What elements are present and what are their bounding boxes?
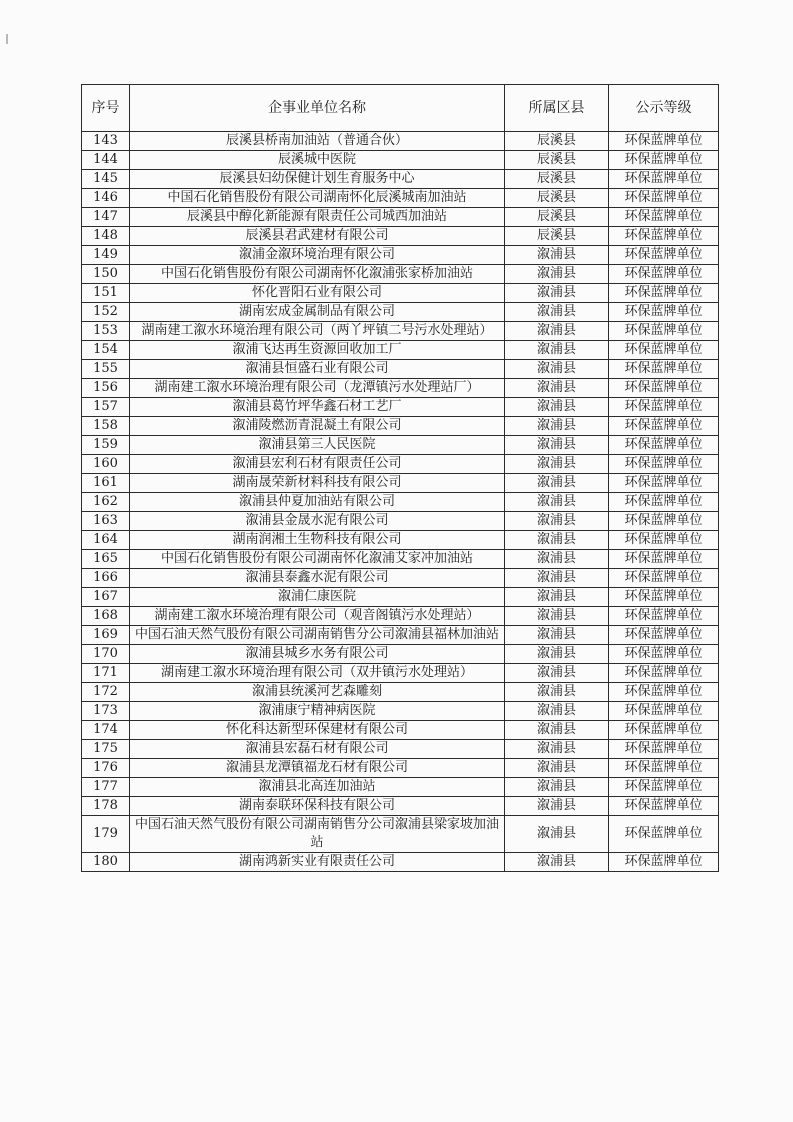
row-index: 163 xyxy=(82,512,130,531)
table-row xyxy=(82,588,719,607)
row-index: 178 xyxy=(82,797,130,816)
row-rating-level: 环保蓝牌单位 xyxy=(609,417,719,436)
table-row xyxy=(82,702,719,721)
table-row xyxy=(82,797,719,816)
row-rating-level: 环保蓝牌单位 xyxy=(609,550,719,569)
row-index: 160 xyxy=(82,455,130,474)
row-rating-level: 环保蓝牌单位 xyxy=(609,322,719,341)
row-enterprise-name: 辰溪县妇幼保健计划生育服务中心 xyxy=(130,170,505,189)
row-enterprise-name: 中国石化销售股份有限公司湖南怀化辰溪城南加油站 xyxy=(130,189,505,208)
row-county: 溆浦县 xyxy=(505,778,609,797)
table-row xyxy=(82,778,719,797)
row-enterprise-name: 辰溪城中医院 xyxy=(130,151,505,170)
row-rating-level: 环保蓝牌单位 xyxy=(609,853,719,872)
row-county: 溆浦县 xyxy=(505,436,609,455)
table-row xyxy=(82,626,719,645)
table-row xyxy=(82,721,719,740)
row-county: 溆浦县 xyxy=(505,588,609,607)
row-enterprise-name: 溆浦仁康医院 xyxy=(130,588,505,607)
row-index: 170 xyxy=(82,645,130,664)
row-rating-level: 环保蓝牌单位 xyxy=(609,132,719,151)
row-enterprise-name: 湖南泰联环保科技有限公司 xyxy=(130,797,505,816)
row-county: 溆浦县 xyxy=(505,721,609,740)
row-rating-level: 环保蓝牌单位 xyxy=(609,303,719,322)
row-index: 164 xyxy=(82,531,130,550)
row-county: 溆浦县 xyxy=(505,702,609,721)
table-row xyxy=(82,208,719,227)
row-index: 150 xyxy=(82,265,130,284)
row-rating-level: 环保蓝牌单位 xyxy=(609,664,719,683)
table-row xyxy=(82,322,719,341)
row-rating-level: 环保蓝牌单位 xyxy=(609,569,719,588)
table-row xyxy=(82,246,719,265)
row-county: 辰溪县 xyxy=(505,189,609,208)
header-rating-level: 公示等级 xyxy=(609,85,719,132)
row-enterprise-name: 溆浦县城乡水务有限公司 xyxy=(130,645,505,664)
row-county: 溆浦县 xyxy=(505,740,609,759)
table-row xyxy=(82,740,719,759)
table-row xyxy=(82,417,719,436)
row-rating-level: 环保蓝牌单位 xyxy=(609,341,719,360)
row-county: 溆浦县 xyxy=(505,797,609,816)
row-index: 155 xyxy=(82,360,130,379)
row-rating-level: 环保蓝牌单位 xyxy=(609,436,719,455)
row-county: 溆浦县 xyxy=(505,455,609,474)
row-rating-level: 环保蓝牌单位 xyxy=(609,474,719,493)
row-rating-level: 环保蓝牌单位 xyxy=(609,740,719,759)
row-rating-level: 环保蓝牌单位 xyxy=(609,588,719,607)
row-county: 溆浦县 xyxy=(505,816,609,853)
table-header-row xyxy=(82,85,719,132)
header-enterprise-name: 企事业单位名称 xyxy=(130,85,505,132)
table-row xyxy=(82,493,719,512)
row-county: 溆浦县 xyxy=(505,493,609,512)
row-enterprise-name: 湖南建工溆水环境治理有限公司（两丫坪镇二号污水处理站） xyxy=(130,322,505,341)
row-rating-level: 环保蓝牌单位 xyxy=(609,702,719,721)
row-rating-level: 环保蓝牌单位 xyxy=(609,797,719,816)
row-county: 溆浦县 xyxy=(505,512,609,531)
row-index: 177 xyxy=(82,778,130,797)
row-index: 165 xyxy=(82,550,130,569)
row-index: 161 xyxy=(82,474,130,493)
row-county: 溆浦县 xyxy=(505,683,609,702)
row-index: 148 xyxy=(82,227,130,246)
row-enterprise-name: 湖南宏成金属制品有限公司 xyxy=(130,303,505,322)
row-rating-level: 环保蓝牌单位 xyxy=(609,493,719,512)
row-rating-level: 环保蓝牌单位 xyxy=(609,398,719,417)
row-rating-level: 环保蓝牌单位 xyxy=(609,189,719,208)
row-enterprise-name: 湖南建工溆水环境治理有限公司（双井镇污水处理站） xyxy=(130,664,505,683)
row-county: 辰溪县 xyxy=(505,151,609,170)
row-enterprise-name: 溆浦县第三人民医院 xyxy=(130,436,505,455)
row-index: 166 xyxy=(82,569,130,588)
row-county: 辰溪县 xyxy=(505,208,609,227)
row-county: 溆浦县 xyxy=(505,341,609,360)
table-row xyxy=(82,341,719,360)
row-index: 176 xyxy=(82,759,130,778)
row-index: 157 xyxy=(82,398,130,417)
row-enterprise-name: 怀化晋阳石业有限公司 xyxy=(130,284,505,303)
table-row xyxy=(82,759,719,778)
row-rating-level: 环保蓝牌单位 xyxy=(609,531,719,550)
row-index: 144 xyxy=(82,151,130,170)
row-rating-level: 环保蓝牌单位 xyxy=(609,816,719,853)
row-index: 145 xyxy=(82,170,130,189)
row-enterprise-name: 溆浦县金晟水泥有限公司 xyxy=(130,512,505,531)
table-row xyxy=(82,398,719,417)
row-index: 153 xyxy=(82,322,130,341)
row-rating-level: 环保蓝牌单位 xyxy=(609,759,719,778)
table-row xyxy=(82,284,719,303)
row-county: 溆浦县 xyxy=(505,360,609,379)
row-enterprise-name: 溆浦县宏磊石材有限公司 xyxy=(130,740,505,759)
table-row xyxy=(82,170,719,189)
row-enterprise-name: 溆浦县葛竹坪华鑫石材工艺厂 xyxy=(130,398,505,417)
row-rating-level: 环保蓝牌单位 xyxy=(609,778,719,797)
row-county: 溆浦县 xyxy=(505,626,609,645)
table-row xyxy=(82,550,719,569)
row-rating-level: 环保蓝牌单位 xyxy=(609,626,719,645)
row-enterprise-name: 溆浦县泰鑫水泥有限公司 xyxy=(130,569,505,588)
row-rating-level: 环保蓝牌单位 xyxy=(609,170,719,189)
row-county: 溆浦县 xyxy=(505,379,609,398)
row-county: 溆浦县 xyxy=(505,398,609,417)
row-index: 168 xyxy=(82,607,130,626)
scan-edge-mark xyxy=(6,34,8,44)
row-index: 179 xyxy=(82,816,130,853)
row-index: 162 xyxy=(82,493,130,512)
table-row xyxy=(82,607,719,626)
row-county: 溆浦县 xyxy=(505,284,609,303)
row-enterprise-name: 湖南晟荣新材料科技有限公司 xyxy=(130,474,505,493)
row-enterprise-name: 溆浦县宏利石材有限责任公司 xyxy=(130,455,505,474)
row-rating-level: 环保蓝牌单位 xyxy=(609,208,719,227)
row-county: 溆浦县 xyxy=(505,645,609,664)
table-row xyxy=(82,360,719,379)
table-row xyxy=(82,227,719,246)
enterprise-list-table xyxy=(81,84,719,872)
row-rating-level: 环保蓝牌单位 xyxy=(609,683,719,702)
row-enterprise-name: 中国石化销售股份有限公司湖南怀化溆浦张家桥加油站 xyxy=(130,265,505,284)
row-enterprise-name: 中国石油天然气股份有限公司湖南销售分公司溆浦县福林加油站 xyxy=(130,626,505,645)
row-county: 溆浦县 xyxy=(505,322,609,341)
row-county: 溆浦县 xyxy=(505,303,609,322)
row-index: 149 xyxy=(82,246,130,265)
row-rating-level: 环保蓝牌单位 xyxy=(609,379,719,398)
row-enterprise-name: 辰溪县君武建材有限公司 xyxy=(130,227,505,246)
row-index: 143 xyxy=(82,132,130,151)
table-row xyxy=(82,132,719,151)
row-index: 156 xyxy=(82,379,130,398)
row-county: 溆浦县 xyxy=(505,759,609,778)
table-row xyxy=(82,531,719,550)
row-enterprise-name: 中国石油天然气股份有限公司湖南销售分公司溆浦县梁家坡加油站 xyxy=(130,816,505,853)
row-county: 溆浦县 xyxy=(505,474,609,493)
row-enterprise-name: 怀化科达新型环保建材有限公司 xyxy=(130,721,505,740)
row-county: 辰溪县 xyxy=(505,132,609,151)
row-rating-level: 环保蓝牌单位 xyxy=(609,284,719,303)
row-index: 169 xyxy=(82,626,130,645)
row-index: 147 xyxy=(82,208,130,227)
row-enterprise-name: 湖南鸿新实业有限责任公司 xyxy=(130,853,505,872)
table-row xyxy=(82,853,719,872)
row-rating-level: 环保蓝牌单位 xyxy=(609,265,719,284)
row-index: 158 xyxy=(82,417,130,436)
row-enterprise-name: 湖南润湘土生物科技有限公司 xyxy=(130,531,505,550)
table-row xyxy=(82,265,719,284)
row-rating-level: 环保蓝牌单位 xyxy=(609,455,719,474)
table-row xyxy=(82,569,719,588)
header-county: 所属区县 xyxy=(505,85,609,132)
row-enterprise-name: 溆浦县统溪河艺森雕刻 xyxy=(130,683,505,702)
row-county: 辰溪县 xyxy=(505,227,609,246)
row-county: 溆浦县 xyxy=(505,607,609,626)
row-county: 溆浦县 xyxy=(505,265,609,284)
table-row xyxy=(82,436,719,455)
row-county: 溆浦县 xyxy=(505,853,609,872)
row-county: 溆浦县 xyxy=(505,569,609,588)
row-enterprise-name: 溆浦县北高连加油站 xyxy=(130,778,505,797)
row-rating-level: 环保蓝牌单位 xyxy=(609,512,719,531)
table-row xyxy=(82,645,719,664)
table-row xyxy=(82,474,719,493)
row-index: 172 xyxy=(82,683,130,702)
row-county: 辰溪县 xyxy=(505,170,609,189)
row-index: 173 xyxy=(82,702,130,721)
row-rating-level: 环保蓝牌单位 xyxy=(609,227,719,246)
row-county: 溆浦县 xyxy=(505,550,609,569)
row-index: 174 xyxy=(82,721,130,740)
row-enterprise-name: 溆浦陵燃沥青混凝土有限公司 xyxy=(130,417,505,436)
row-county: 溆浦县 xyxy=(505,531,609,550)
row-index: 152 xyxy=(82,303,130,322)
row-index: 151 xyxy=(82,284,130,303)
row-enterprise-name: 溆浦县恒盛石业有限公司 xyxy=(130,360,505,379)
row-county: 溆浦县 xyxy=(505,664,609,683)
row-rating-level: 环保蓝牌单位 xyxy=(609,151,719,170)
row-enterprise-name: 中国石化销售股份有限公司湖南怀化溆浦艾家冲加油站 xyxy=(130,550,505,569)
table-row xyxy=(82,664,719,683)
table-row xyxy=(82,816,719,853)
row-index: 180 xyxy=(82,853,130,872)
row-enterprise-name: 辰溪县中醇化新能源有限责任公司城西加油站 xyxy=(130,208,505,227)
row-enterprise-name: 湖南建工溆水环境治理有限公司（龙潭镇污水处理站厂） xyxy=(130,379,505,398)
row-rating-level: 环保蓝牌单位 xyxy=(609,360,719,379)
row-enterprise-name: 溆浦县仲夏加油站有限公司 xyxy=(130,493,505,512)
row-enterprise-name: 溆浦飞达再生资源回收加工厂 xyxy=(130,341,505,360)
row-enterprise-name: 溆浦县龙潭镇福龙石材有限公司 xyxy=(130,759,505,778)
table-row xyxy=(82,379,719,398)
row-rating-level: 环保蓝牌单位 xyxy=(609,607,719,626)
row-index: 159 xyxy=(82,436,130,455)
row-index: 175 xyxy=(82,740,130,759)
row-rating-level: 环保蓝牌单位 xyxy=(609,721,719,740)
table-row xyxy=(82,512,719,531)
row-enterprise-name: 湖南建工溆水环境治理有限公司（观音阁镇污水处理站） xyxy=(130,607,505,626)
header-index: 序号 xyxy=(82,85,130,132)
row-enterprise-name: 辰溪县桥南加油站（普通合伙） xyxy=(130,132,505,151)
table-row xyxy=(82,189,719,208)
row-rating-level: 环保蓝牌单位 xyxy=(609,645,719,664)
row-rating-level: 环保蓝牌单位 xyxy=(609,246,719,265)
row-index: 171 xyxy=(82,664,130,683)
table-row xyxy=(82,303,719,322)
table-row xyxy=(82,683,719,702)
row-index: 167 xyxy=(82,588,130,607)
row-county: 溆浦县 xyxy=(505,417,609,436)
row-index: 146 xyxy=(82,189,130,208)
row-enterprise-name: 溆浦金溆环境治理有限公司 xyxy=(130,246,505,265)
row-index: 154 xyxy=(82,341,130,360)
row-county: 溆浦县 xyxy=(505,246,609,265)
table-row xyxy=(82,455,719,474)
row-enterprise-name: 溆浦康宁精神病医院 xyxy=(130,702,505,721)
table-row xyxy=(82,151,719,170)
